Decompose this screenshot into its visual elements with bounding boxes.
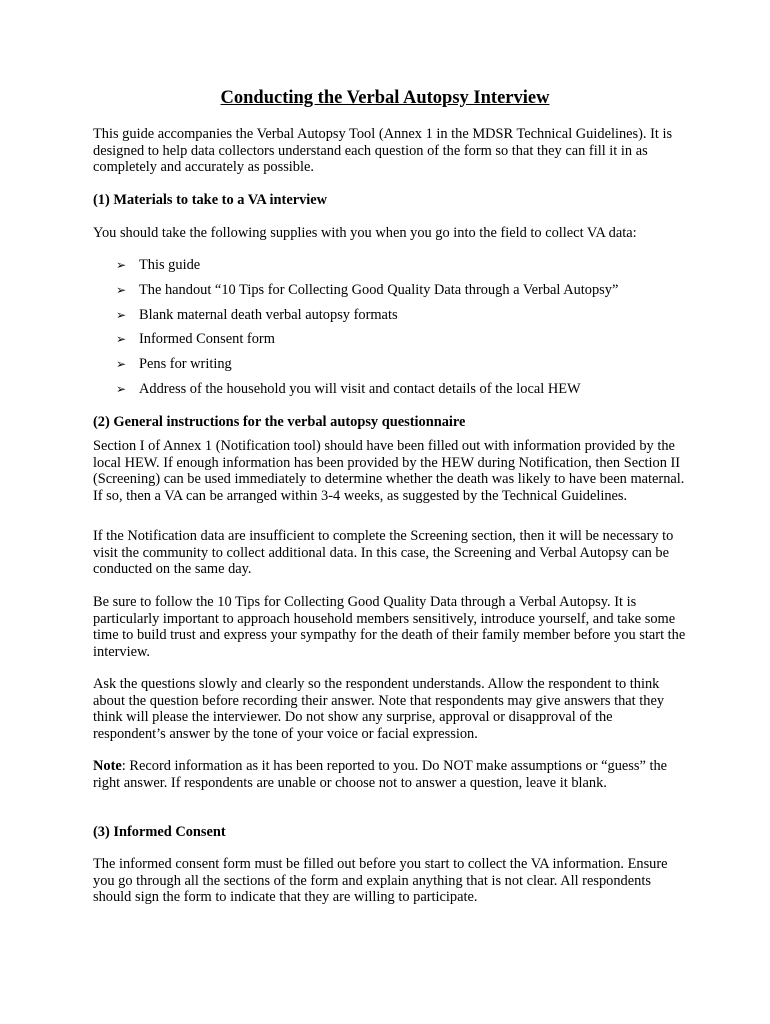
arrow-bullet-icon: ➢	[116, 357, 127, 372]
section3-paragraph-1: The informed consent form must be filled out before you start to collect the VA information. Ensure you go through all the sections of the form and explain anything that is not clear. All respondents should sign the form to indicate that they are willing to participate.	[93, 856, 668, 905]
list-item: ➢ Pens for writing	[116, 356, 232, 373]
note-paragraph	[93, 758, 688, 791]
materials-list	[116, 257, 618, 406]
arrow-bullet-icon: ➢	[116, 307, 127, 322]
list-item: ➢ Blank maternal death verbal autopsy formats	[116, 306, 398, 323]
section2-paragraph-2: If the Notification data are insufficient to complete the Screening section, then it will be necessary to visit the community to collect additional data. In this case, the Screening and Verbal Autopsy can be conducted on the same day.	[93, 528, 674, 577]
note-text: : Record information as it has been reported to you. Do NOT make assumptions or “guess” the right answer. If respondents are unable or choose not to answer a question, leave it blank.	[93, 758, 668, 791]
list-item: ➢ The handout “10 Tips for Collecting Good Quality Data through a Verbal Autopsy”	[116, 281, 619, 298]
section3-heading: (3) Informed Consent	[93, 824, 226, 840]
arrow-bullet-icon: ➢	[116, 381, 127, 396]
arrow-bullet-icon: ➢	[116, 282, 127, 297]
page-title: Conducting the Verbal Autopsy Interview	[220, 88, 550, 108]
intro-paragraph: This guide accompanies the Verbal Autopsy Tool (Annex 1 in the MDSR Technical Guidelines). It is designed to help data collectors understand each question of the form so that they can fill it in as completely and accurately as possible.	[93, 126, 673, 175]
section2-paragraph-4: Ask the questions slowly and clearly so the respondent understands. Allow the respondent to think about the question before recording their answer. Note that respondents may give answers that they think will please the interviewer. Do not show any surprise, approval or disapproval of the respondent’s answer by the tone of your voice or facial expression.	[93, 676, 665, 742]
section2-paragraph-1: Section I of Annex 1 (Notification tool) should have been filled out with information provided by the local HEW. If enough information has been provided by the HEW during Notification, then Section II (Screening) can be used immediately to determine whether the death was likely to have been maternal. If so, then a VA can be arranged within 3-4 weeks, as suggested by the Technical Guidelines.	[93, 438, 685, 504]
note-label: Note	[93, 758, 122, 774]
list-item: ➢ This guide	[116, 257, 201, 273]
section2-heading: (2) General instructions for the verbal autopsy questionnaire	[93, 414, 466, 430]
section1-heading: (1) Materials to take to a VA interview	[93, 192, 328, 208]
list-item: ➢ Informed Consent form	[116, 331, 275, 348]
section2-paragraph-3: Be sure to follow the 10 Tips for Collecting Good Quality Data through a Verbal Autopsy. It is particularly important to approach household members sensitively, introduce yourself, and take some time to build trust and express your sympathy for the death of their family member before you start the interview.	[93, 594, 686, 660]
arrow-bullet-icon: ➢	[116, 258, 127, 272]
section1-lead: You should take the following supplies with you when you go into the field to collect VA data:	[93, 225, 637, 241]
list-item: ➢ Address of the household you will visit and contact details of the local HEW	[116, 380, 581, 397]
arrow-bullet-icon: ➢	[116, 332, 127, 347]
